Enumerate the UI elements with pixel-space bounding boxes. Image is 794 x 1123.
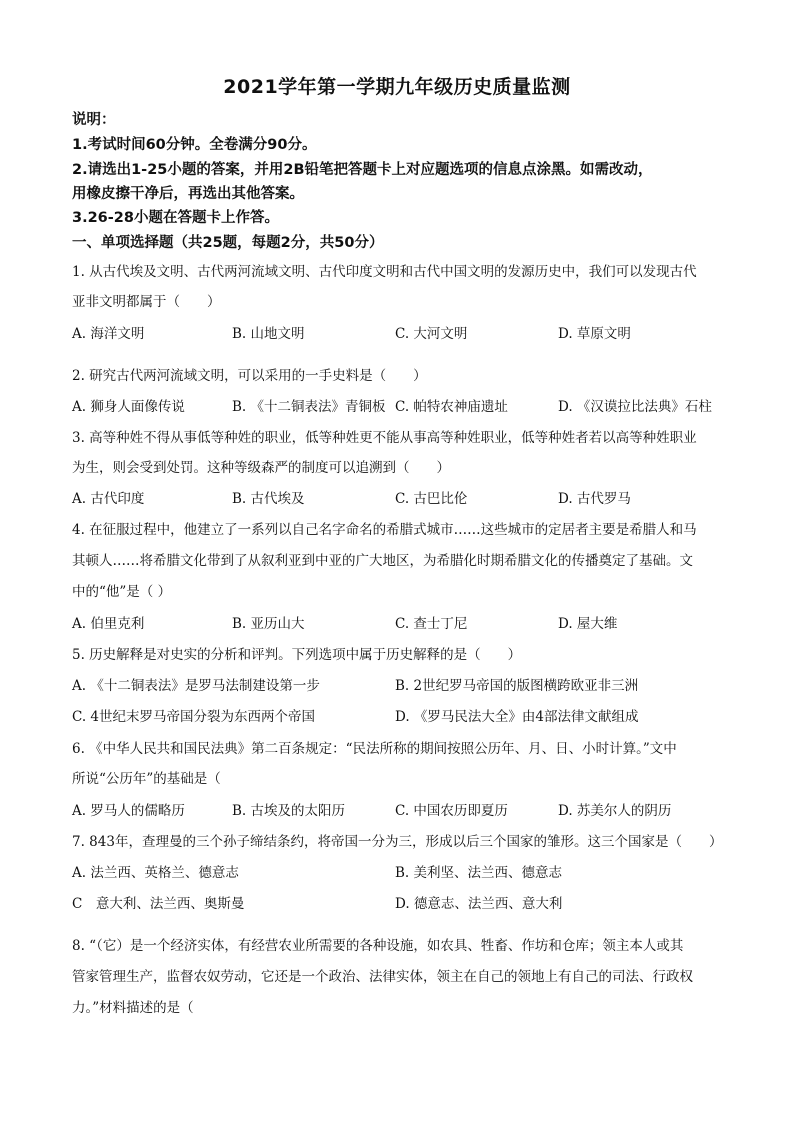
question-4-line: 其顿人……将希腊文化带到了从叙利亚到中亚的广大地区，为希腊化时期希腊文化的传播奠定了基础。文 <box>72 553 693 569</box>
question-6-line: 所说“公历年”的基础是（ <box>72 771 221 787</box>
option-c: C. 大河文明 <box>395 326 468 342</box>
option-d: D. 古代罗马 <box>558 491 631 507</box>
question-3-line: 为生，则会受到处罚。这种等级森严的制度可以追溯到（ ） <box>72 460 450 476</box>
option-a: A. 罗马人的儒略历 <box>72 803 185 819</box>
option-b: B. 古埃及的太阳历 <box>232 803 346 819</box>
option-b: B. 古代埃及 <box>232 491 305 507</box>
instructions-heading: 说明： <box>72 112 116 128</box>
section-heading: 一、单项选择题（共25题，每题2分，共50分） <box>72 235 384 251</box>
option-c: C. 4世纪末罗马帝国分裂为东西两个帝国 <box>72 709 316 725</box>
question-3-line: 3. 高等种姓不得从事低等种姓的职业，低等种姓更不能从事高等种姓职业，低等种姓者若以高等种姓职业 <box>72 430 697 446</box>
option-a: A. 海洋文明 <box>72 326 145 342</box>
option-c: C 意大利、法兰西、奥斯曼 <box>72 896 245 912</box>
option-b: B. 2世纪罗马帝国的版图横跨欧亚非三洲 <box>395 678 639 694</box>
question-4-line: 中的“他”是（ ） <box>72 584 172 600</box>
option-a: A. 伯里克利 <box>72 616 145 632</box>
question-6-line: 6. 《中华人民共和国民法典》第二百条规定：“民法所称的期间按照公历年、月、日、小时计算。”文中 <box>72 741 677 757</box>
exam-title: 2021学年第一学期九年级历史质量监测 <box>223 76 571 98</box>
question-1-line: 1. 从古代埃及文明、古代两河流域文明、古代印度文明和古代中国文明的发源历史中，我们可以发现古代 <box>72 264 697 280</box>
option-d: D. 草原文明 <box>558 326 631 342</box>
instruction-line: 用橡皮擦干净后，再选出其他答案。 <box>72 186 304 202</box>
option-b: B. 《十二铜表法》青铜板 <box>232 399 386 415</box>
option-b: B. 山地文明 <box>232 326 305 342</box>
option-d: D. 《罗马民法大全》由4部法律文献组成 <box>395 709 639 725</box>
instruction-line: 3.26-28小题在答题卡上作答。 <box>72 210 279 226</box>
question-8-line: 管家管理生产，监督农奴劳动，它还是一个政治、法律实体，领主在自己的领地上有自己的司法、行政权 <box>72 969 693 985</box>
question-8-line: 8. “（它）是一个经济实体，有经营农业所需要的各种设施，如农具、牲畜、作坊和仓库；领主本人或其 <box>72 938 684 954</box>
option-d: D. 苏美尔人的阴历 <box>558 803 672 819</box>
option-c: C. 查士丁尼 <box>395 616 468 632</box>
question-5-line: 5. 历史解释是对史实的分析和评判。下列选项中属于历史解释的是（ ） <box>72 647 522 663</box>
option-a: A. 狮身人面像传说 <box>72 399 185 415</box>
question-4-line: 4. 在征服过程中，他建立了一系列以自己名字命名的希腊式城市……这些城市的定居者主要是希腊人和马 <box>72 522 697 538</box>
option-a: A. 古代印度 <box>72 491 145 507</box>
question-7-line: 7. 843年，查理曼的三个孙子缔结条约，将帝国一分为三，形成以后三个国家的雏形。这三个国家是（ ） <box>72 834 723 850</box>
option-c: C. 古巴比伦 <box>395 491 468 507</box>
option-c: C. 中国农历即夏历 <box>395 803 508 819</box>
instruction-line: 1.考试时间60分钟。全卷满分90分。 <box>72 137 317 153</box>
question-1-line: 亚非文明都属于（ ） <box>72 294 221 310</box>
instruction-line: 2.请选出1-25小题的答案，并用2B铅笔把答题卡上对应题选项的信息点涂黑。如需改动， <box>72 162 653 178</box>
option-b: B. 美利坚、法兰西、德意志 <box>395 865 563 881</box>
option-b: B. 亚历山大 <box>232 616 305 632</box>
option-c: C. 帕特农神庙遗址 <box>395 399 508 415</box>
option-d: D. 《汉谟拉比法典》石柱 <box>558 399 712 415</box>
option-a: A. 《十二铜表法》是罗马法制建设第一步 <box>72 678 320 694</box>
question-2-line: 2. 研究古代两河流域文明，可以采用的一手史料是（ ） <box>72 368 427 384</box>
option-d: D. 德意志、法兰西、意大利 <box>395 896 563 912</box>
option-a: A. 法兰西、英格兰、德意志 <box>72 865 239 881</box>
option-d: D. 屋大维 <box>558 616 618 632</box>
question-8-line: 力。”材料描述的是（ <box>72 1000 194 1016</box>
